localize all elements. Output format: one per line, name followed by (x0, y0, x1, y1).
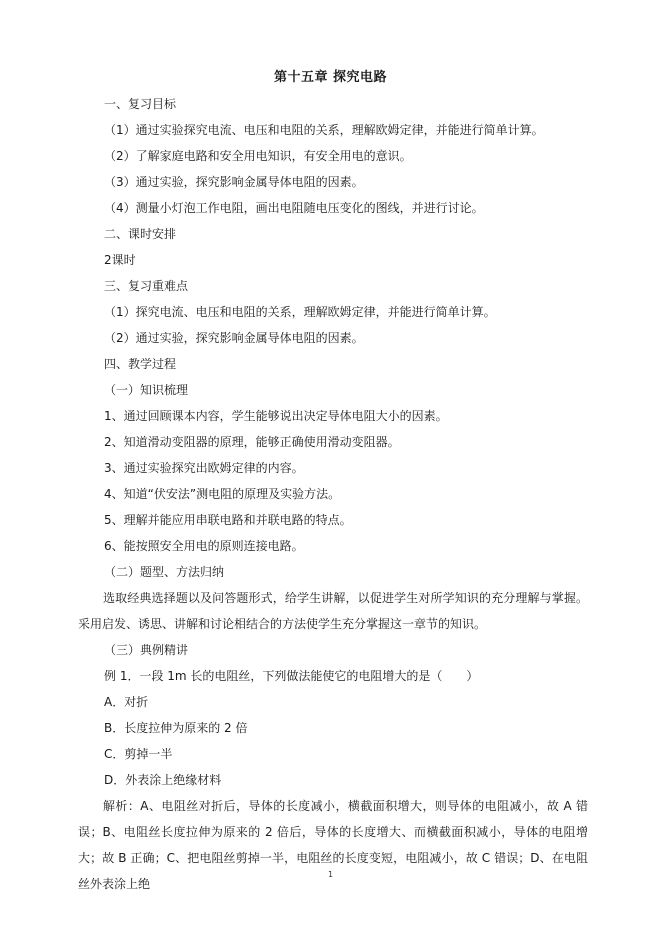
goal-item-2: （2）了解家庭电路和安全用电知识，有安全用电的意识。 (104, 149, 412, 163)
section-heading-review-goals: 一、复习目标 (104, 97, 177, 111)
goal-item-4: （4）测量小灯泡工作电阻，画出电阻随电压变化的图线，并进行讨论。 (104, 201, 484, 215)
page-title: 第十五章 探究电路 (273, 70, 388, 85)
subheading-knowledge: （一）知识梳理 (104, 383, 189, 397)
knowledge-item-5: 5、理解并能应用串联电路和并联电路的特点。 (104, 513, 352, 527)
knowledge-item-3: 3、通过实验探究出欧姆定律的内容。 (104, 461, 304, 475)
example-option-a: A．对折 (104, 695, 149, 709)
example-question: 例 1．一段 1m 长的电阻丝，下列做法能使它的电阻增大的是（ ） (104, 669, 479, 683)
section-heading-key-points: 三、复习重难点 (104, 279, 189, 293)
schedule-content: 2课时 (104, 253, 136, 267)
subheading-examples: （三）典例精讲 (104, 643, 189, 657)
key-point-item-2: （2）通过实验，探究影响金属导体电阻的因素。 (104, 331, 364, 345)
example-option-d: D．外表涂上绝缘材料 (104, 773, 222, 787)
knowledge-item-1: 1、通过回顾课本内容，学生能够说出决定导体电阻大小的因素。 (104, 409, 448, 423)
example-option-c: C．剪掉一半 (104, 747, 173, 761)
knowledge-item-6: 6、能按照安全用电的原则连接电路。 (104, 539, 304, 553)
goal-item-3: （3）通过实验，探究影响金属导体电阻的因素。 (104, 175, 364, 189)
knowledge-item-2: 2、知道滑动变阻器的原理，能够正确使用滑动变阻器。 (104, 435, 400, 449)
analysis-paragraph: 解析：A、电阻丝对折后，导体的长度减小，横截面积增大，则导体的电阻减小，故 A 错误；B、电阻丝长度拉伸为原来的 2 倍后，导体的长度增大、而横截面积减小，导体的电阻增大；故 B 正确；C、把电阻丝剪掉一半，电阻丝的长度变短，电阻减小，故 C 错误；D、在电阻丝外表涂上绝 (78, 799, 588, 891)
key-point-item-1: （1）探究电流、电压和电阻的关系，理解欧姆定律，并能进行简单计算。 (104, 305, 496, 319)
subheading-methods: （二）题型、方法归纳 (104, 565, 225, 579)
knowledge-item-4: 4、知道“伏安法”测电阻的原理及实验方法。 (104, 487, 341, 501)
example-option-b: B．长度拉伸为原来的 2 倍 (104, 721, 248, 735)
goal-item-1: （1）通过实验探究电流、电压和电阻的关系，理解欧姆定律，并能进行简单计算。 (104, 123, 544, 137)
page-number: 1 (327, 870, 334, 879)
section-heading-schedule: 二、课时安排 (104, 227, 177, 241)
section-heading-teaching-process: 四、教学过程 (104, 357, 177, 371)
methods-paragraph: 选取经典选择题以及问答题形式，给学生讲解，以促进学生对所学知识的充分理解与掌握。采用启发、诱思、讲解和讨论相结合的方法使学生充分掌握这一章节的知识。 (78, 591, 588, 631)
